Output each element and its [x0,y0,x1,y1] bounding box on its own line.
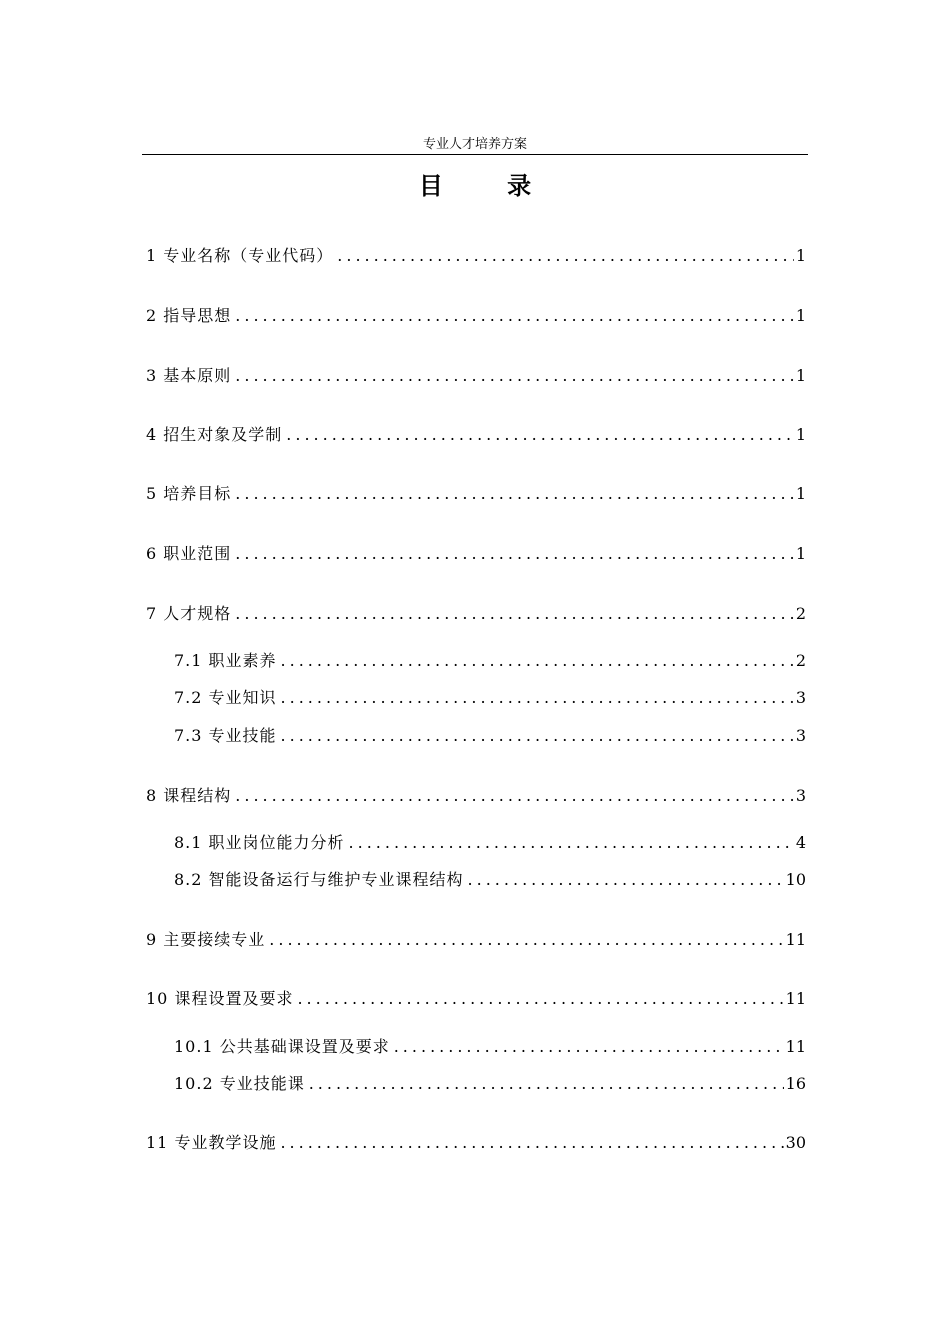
dot-leader [235,305,794,327]
toc-entry-label: 8.2 智能设备运行与维护专业课程结构 [174,870,464,889]
toc-entry-page: 3 [795,688,806,707]
toc-entry-page: 11 [785,1037,806,1056]
toc-entry-page: 1 [795,544,806,563]
toc-subentry[interactable] [174,650,806,672]
toc-entry[interactable] [146,988,806,1010]
toc-entry-label: 10 课程设置及要求 [146,989,294,1008]
toc-entry-label: 10.1 公共基础课设置及要求 [174,1037,390,1056]
toc-entry[interactable] [146,603,806,625]
dot-leader [349,832,794,854]
dot-leader [235,785,794,807]
toc-entry-page: 2 [795,604,806,623]
toc-entry[interactable] [146,424,806,446]
dot-leader [235,603,794,625]
toc-entry[interactable] [146,785,806,807]
toc-entry[interactable] [146,483,806,505]
toc-entry-label: 11 专业教学设施 [146,1133,277,1152]
dot-leader [281,650,794,672]
toc-entry-page: 30 [785,1133,806,1152]
toc-entry-page: 1 [795,366,806,385]
toc-entry[interactable] [146,305,806,327]
dot-leader [468,869,784,891]
dot-leader [235,543,794,565]
dot-leader [337,245,794,267]
toc-entry-label: 1 专业名称（专业代码） [146,246,334,265]
toc-entry-page: 11 [785,930,806,949]
toc-entry[interactable] [146,1132,806,1154]
dot-leader [297,988,783,1010]
dot-leader [269,929,783,951]
dot-leader [286,424,794,446]
toc-subentry[interactable] [174,1036,806,1058]
toc-entry-label: 5 培养目标 [146,484,232,503]
toc-entry-page: 3 [795,726,806,745]
toc-entry-page: 3 [795,786,806,805]
dot-leader [281,725,794,747]
toc-entry-page: 2 [795,651,806,670]
toc-subentry[interactable] [174,832,806,854]
dot-leader [280,1132,783,1154]
toc-entry[interactable] [146,365,806,387]
toc-entry-page: 1 [795,484,806,503]
toc-entry-label: 9 主要接续专业 [146,930,266,949]
toc-entry-label: 7.2 专业知识 [174,688,277,707]
toc-entry-label: 7.1 职业素养 [174,651,277,670]
toc-subentry[interactable] [174,869,806,891]
toc-entry-label: 4 招生对象及学制 [146,425,283,444]
toc-entry-label: 8.1 职业岗位能力分析 [174,833,345,852]
toc-entry-page: 1 [795,246,806,265]
dot-leader [235,365,794,387]
toc-title: 目 录 [418,171,560,200]
toc-entry-page: 10 [785,870,806,889]
toc-entry-page: 16 [785,1074,806,1093]
toc-entry-label: 2 指导思想 [146,306,232,325]
toc-entry-label: 7 人才规格 [146,604,232,623]
toc-subentry[interactable] [174,725,806,747]
toc-entry-label: 7.3 专业技能 [174,726,277,745]
toc-entry-page: 1 [795,425,806,444]
toc-entry[interactable] [146,929,806,951]
toc-entry-label: 8 课程结构 [146,786,232,805]
toc-entry[interactable] [146,245,806,267]
toc-entry-label: 6 职业范围 [146,544,232,563]
dot-leader [235,483,794,505]
dot-leader [309,1073,784,1095]
toc-subentry[interactable] [174,687,806,709]
toc-entry-page: 11 [785,989,806,1008]
toc-subentry[interactable] [174,1073,806,1095]
dot-leader [394,1036,784,1058]
toc-entry-label: 10.2 专业技能课 [174,1074,305,1093]
toc-entry-page: 4 [795,833,806,852]
page-header: 专业人才培养方案 [142,136,808,155]
toc-entry[interactable] [146,543,806,565]
toc-entry-label: 3 基本原则 [146,366,232,385]
dot-leader [281,687,794,709]
toc-entry-page: 1 [795,306,806,325]
